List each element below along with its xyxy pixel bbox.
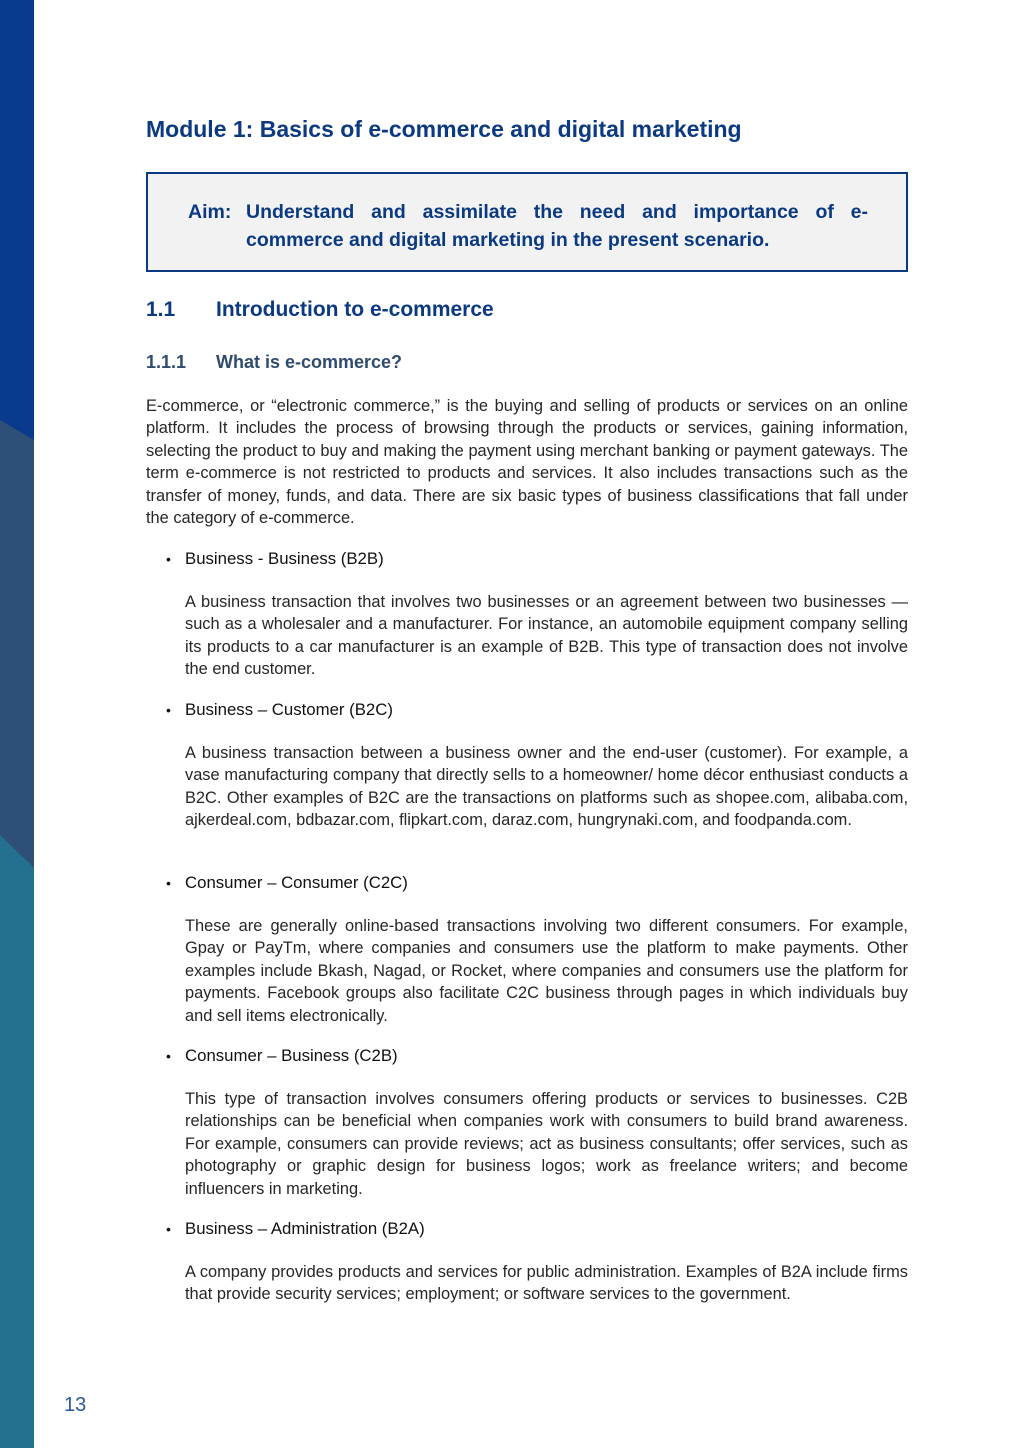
bullet-icon: • [166,551,171,567]
bullet-icon: • [166,1221,171,1237]
list-item-title [166,1219,425,1239]
aim-text: Understand and assimilate the need and importance of e-commerce and digital marketing in the present scenario. [246,201,868,251]
item-description: This type of transaction involves consumers offering products or services to businesses. C2B relationships can be beneficial when companies work with consumers to build brand awareness. For example, consumers can provide reviews; act as business consultants; offer services, such as photography or graphic design for business logos; work as freelance writers; and become influencers in marketing. [185,1090,908,1198]
band-dark-blue [0,0,34,440]
item-title: Consumer – Consumer (C2C) [185,873,408,892]
aim-box [146,172,908,272]
aim-statement [188,198,868,254]
bullet-icon: • [166,1048,171,1064]
subsection-heading [146,352,402,373]
section-title: Introduction to e-commerce [216,298,494,321]
item-title: Consumer – Business (C2B) [185,1046,398,1065]
item-title: Business – Administration (B2A) [185,1219,425,1238]
page-number: 13 [64,1394,87,1416]
list-item-title [166,873,408,893]
item-description: These are generally online-based transactions involving two different consumers. For example, Gpay or PayTm, where companies and consumers use the platform to make payments. Other examples include Bkash, Nagad, or Rocket, where companies and consumers use the platform for payments. Facebook groups also facilitate C2C business through pages in which individuals buy and sell items electronically. [185,917,908,1025]
item-description: A business transaction between a business owner and the end-user (customer). For example, a vase manufacturing company that directly sells to a homeowner/ home décor enthusiast conducts a B2C. Other examples of B2C are the transactions on platforms such as shopee.com, alibaba.com, ajkerdeal.com, bdbazar.com, flipkart.com, daraz.com, hungrynaki.com, and foodpanda.com. [185,744,908,830]
list-item-title [166,1046,398,1066]
item-description: A business transaction that involves two businesses or an agreement between two businesses — such as a wholesaler and a manufacturer. For instance, an automobile equipment company selling its products to a car manufacturer is an example of B2B. This type of transaction does not involve the end customer. [185,593,908,679]
module-title: Module 1: Basics of e-commerce and digital marketing [146,116,742,142]
subsection-title: What is e-commerce? [216,352,403,372]
bullet-icon: • [166,875,171,891]
list-item-title [166,549,384,569]
section-number: 1.1 [146,298,176,321]
subsection-number: 1.1.1 [146,352,187,372]
intro-paragraph: E-commerce, or “electronic commerce,” is the buying and selling of products or services on an online platform. It includes the process of browsing through the products or services, gaining information, selecting the product to buy and making the payment using merchant banking or payment gateways. The term e-commerce is not restricted to products and services. It also includes transactions such as the transfer of money, funds, and data. There are six basic types of business classifications that fall under the category of e-commerce. [146,397,908,528]
side-color-band [0,0,34,1448]
item-description: A company provides products and services for public administration. Examples of B2A include firms that provide security services; employment; or software services to the government. [185,1263,908,1304]
section-heading [146,298,494,322]
side-band-graphic [0,0,34,1448]
aim-label: Aim: [188,201,232,223]
item-title: Business - Business (B2B) [185,549,384,568]
item-title: Business – Customer (B2C) [185,700,393,719]
bullet-icon: • [166,702,171,718]
list-item-title [166,700,393,720]
